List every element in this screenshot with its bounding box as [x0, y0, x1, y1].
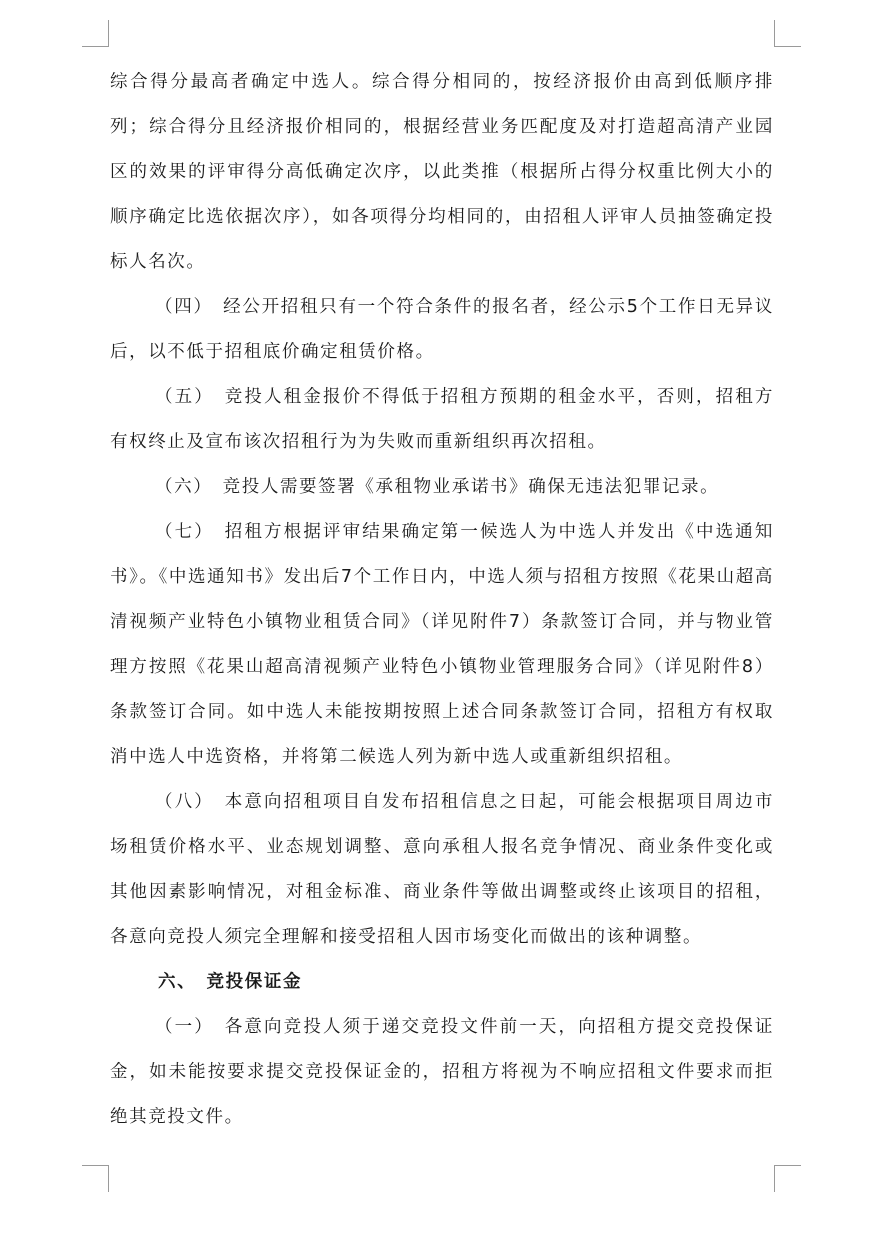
paragraph-item-4: （四） 经公开招租只有一个符合条件的报名者，经公示5个工作日无异议后，以不低于招租底价确定租赁价格。	[110, 297, 774, 362]
section-heading-deposit: 六、 竞投保证金	[158, 972, 303, 992]
paragraph-deposit-1: （一） 各意向竞投人须于递交竞投文件前一天，向招租方提交竞投保证金，如未能按要求提交竞投保证金的，招租方将视为不响应招租文件要求而拒绝其竞投文件。	[110, 1017, 774, 1127]
crop-mark-bottom-left	[82, 1165, 109, 1192]
crop-mark-top-right	[774, 20, 801, 47]
crop-mark-top-left	[82, 20, 109, 47]
paragraph-item-7: （七） 招租方根据评审结果确定第一候选人为中选人并发出《中选通知书》。《中选通知书》发出后7个工作日内，中选人须与招租方按照《花果山超高清视频产业特色小镇物业租赁合同》（详见附件7）条款签订合同，并与物业管理方按照《花果山超高清视频产业特色小镇物业管理服务合同》（详见附件8）条款签订合同。如中选人未能按期按照上述合同条款签订合同，招租方有权取消中选人中选资格，并将第二候选人列为新中选人或重新组织招租。	[110, 522, 774, 767]
paragraph-item-5: （五） 竞投人租金报价不得低于招租方预期的租金水平，否则，招租方有权终止及宣布该次招租行为为失败而重新组织再次招租。	[110, 387, 774, 452]
paragraph-item-8: （八） 本意向招租项目自发布招租信息之日起，可能会根据项目周边市场租赁价格水平、业态规划调整、意向承租人报名竞争情况、商业条件变化或其他因素影响情况，对租金标准、商业条件等做出调整或终止该项目的招租，各意向竞投人须完全理解和接受招租人因市场变化而做出的该种调整。	[110, 792, 774, 947]
crop-mark-bottom-right	[774, 1165, 801, 1192]
page-body	[110, 60, 774, 1140]
paragraph-item-6: （六） 竞投人需要签署《承租物业承诺书》确保无违法犯罪记录。	[155, 477, 720, 497]
paragraph-scoring-rules: 综合得分最高者确定中选人。综合得分相同的，按经济报价由高到低顺序排列；综合得分且经济报价相同的，根据经营业务匹配度及对打造超高清产业园区的效果的评审得分高低确定次序，以此类推（根据所占得分权重比例大小的顺序确定比选依据次序），如各项得分均相同的，由招租人评审人员抽签确定投标人名次。	[110, 72, 774, 272]
